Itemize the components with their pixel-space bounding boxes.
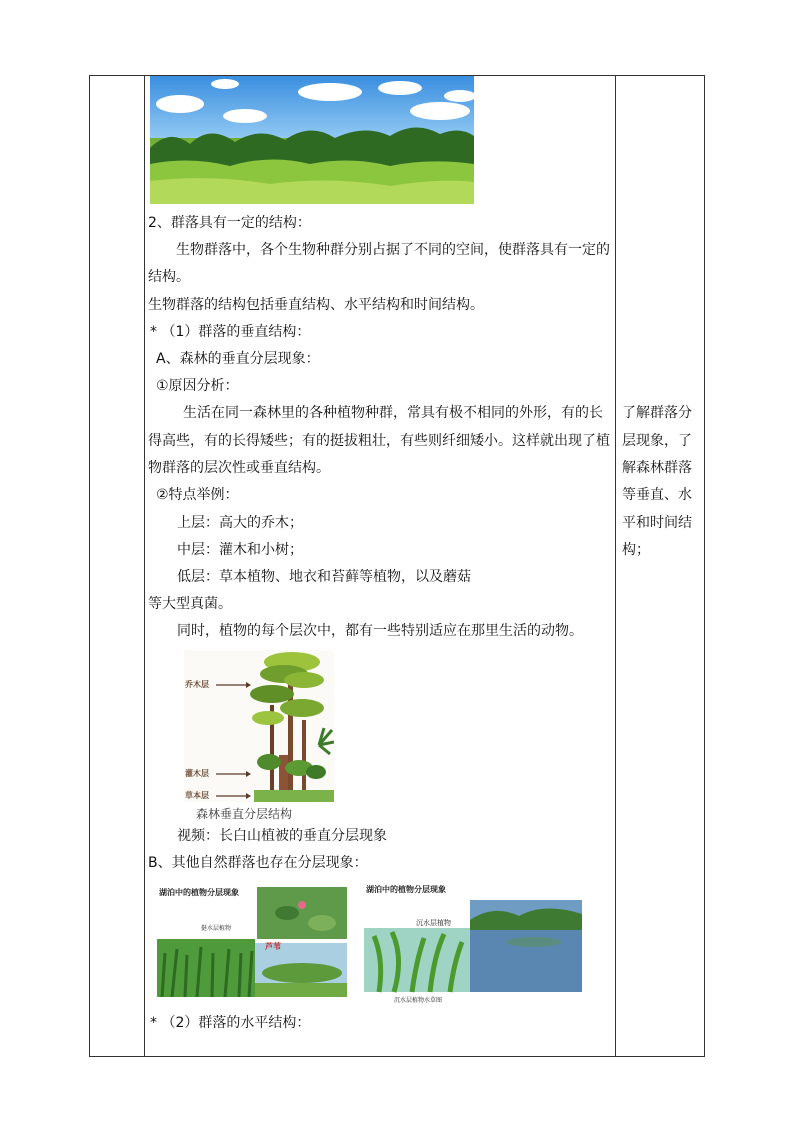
column-divider-right <box>615 76 616 1056</box>
cause-line2: 得高些，有的长得矮些；有的挺拔粗壮，有些则纤细矮小。这样就出现了植 <box>148 433 610 449</box>
shrub-layer-label: 灌木层 <box>185 769 209 778</box>
para1-line1: 生物群落中，各个生物种群分别占据了不同的空间，使群落具有一定的 <box>176 242 610 258</box>
cause-heading: ①原因分析： <box>156 378 239 394</box>
tree-layer-label: 乔木层 <box>185 680 209 689</box>
upper-layer: 上层：高大的乔木； <box>177 515 303 531</box>
diagram-caption: 森林垂直分层结构 <box>196 807 293 821</box>
side-note-line4: 等垂直、水 <box>622 487 692 503</box>
horizontal-structure-heading: * （2）群落的水平结构： <box>150 1015 311 1031</box>
para2: 生物群落的结构包括垂直结构、水平结构和时间结构。 <box>148 297 484 313</box>
column-divider-left <box>144 76 145 1056</box>
vertical-structure-heading: * （1）群落的垂直结构： <box>150 324 311 340</box>
lake-photo1-label1: 挺水层植物 <box>201 925 232 932</box>
side-note-line1: 了解群落分 <box>622 405 692 421</box>
video-line: 视频：长白山植被的垂直分层现象 <box>177 828 387 844</box>
middle-layer: 中层：灌木和小树； <box>177 542 303 558</box>
side-note-line5: 平和时间结 <box>622 515 692 531</box>
side-note-line2: 层现象，了 <box>622 433 692 449</box>
side-note-line3: 解森林群落 <box>622 460 692 476</box>
other-communities-heading: B、其他自然群落也存在分层现象： <box>148 855 368 871</box>
animals-line: 同时，植物的每个层次中，都有一些特别适应在那里生活的动物。 <box>177 623 583 639</box>
cause-line1: 生活在同一森林里的各种植物种群，常具有极不相同的外形，有的长 <box>183 405 603 421</box>
para1-line2: 结构。 <box>148 269 190 285</box>
lower-layer-line1: 低层：草本植物、地衣和苔藓等植物，以及蘑菇 <box>177 569 471 585</box>
side-note-line6: 构； <box>622 542 650 558</box>
forest-layering-heading: A、森林的垂直分层现象： <box>156 351 320 367</box>
lower-layer-line2: 等大型真菌。 <box>148 596 232 612</box>
lake-photo2-label2: 沉水层植物水草图 <box>394 997 443 1004</box>
forest-layer-diagram <box>184 650 334 802</box>
grassland-photo <box>150 76 474 204</box>
lake-photo1-title: 湖泊中的植物分层现象 <box>159 888 239 897</box>
cause-line3: 物群落的层次性或垂直结构。 <box>148 460 330 476</box>
features-heading: ②特点举例： <box>156 487 239 503</box>
herb-layer-label: 草本层 <box>185 791 209 800</box>
lake-submerged-plants-photo <box>364 880 582 1004</box>
lake-photo2-title: 湖泊中的植物分层现象 <box>366 885 446 894</box>
lake-emergent-plants-photo <box>157 883 347 997</box>
section2-heading: 2、群落具有一定的结构： <box>148 215 311 231</box>
lake-photo1-label2: 芦苇 <box>265 942 281 951</box>
lake-photo2-label1: 沉水层植物 <box>416 919 451 927</box>
